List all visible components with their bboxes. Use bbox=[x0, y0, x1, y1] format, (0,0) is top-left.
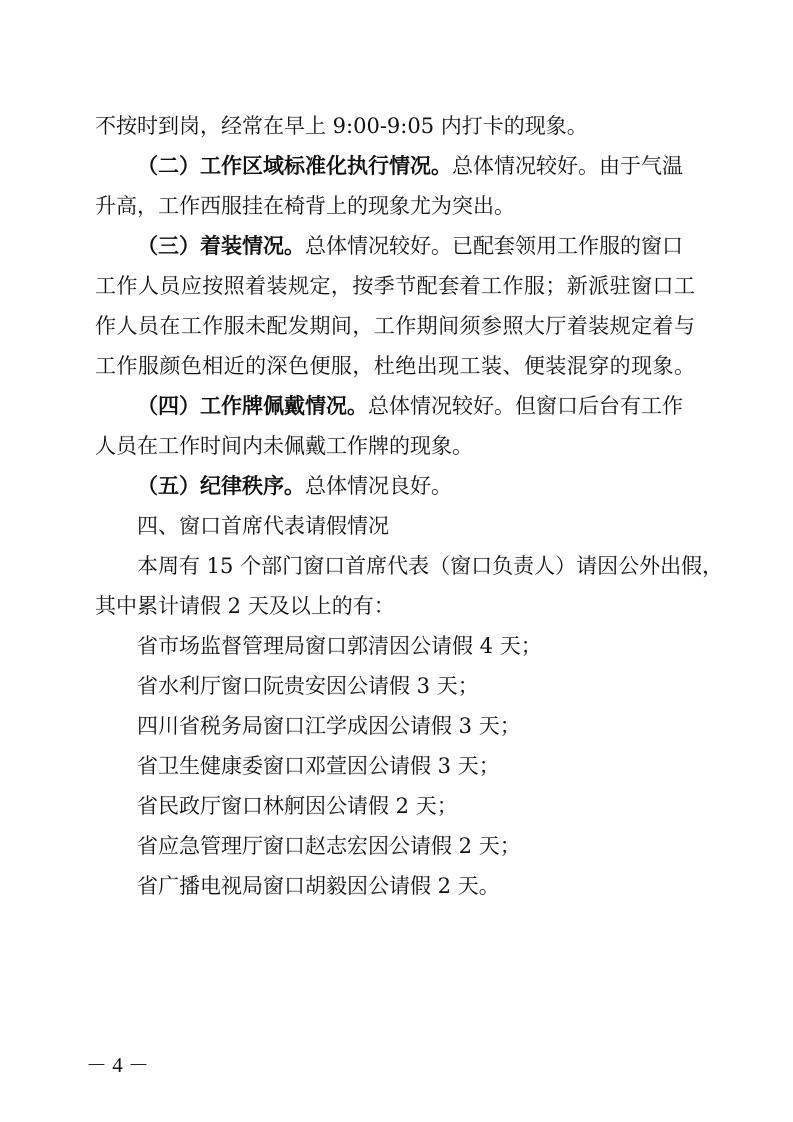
heading-4: 四、窗口首席代表请假情况 bbox=[137, 514, 389, 538]
section-4-title: （四）工作牌佩戴情况。 bbox=[137, 393, 368, 418]
section-3-title: （三）着装情况。 bbox=[137, 233, 305, 258]
leave-item: 省市场监督管理局窗口郭清因公请假 4 天； bbox=[137, 634, 542, 658]
paragraph-line bbox=[95, 273, 695, 299]
leave-item: 省广播电视局窗口胡毅因公请假 2 天。 bbox=[137, 874, 500, 898]
line-text: 作人员在工作服未配发期间，工作期间须参照大厅着装规定着与 bbox=[95, 314, 695, 338]
leave-item: 省应急管理厅窗口赵志宏因公请假 2 天； bbox=[137, 834, 521, 858]
leave-item: 四川省税务局窗口江学成因公请假 3 天； bbox=[137, 714, 521, 738]
line-text: 本周有 15 个部门窗口首席代表（窗口负责人）请因公外出假， bbox=[137, 554, 724, 578]
line-text: 工作人员应按照着装规定，按季节配套着工作服；新派驻窗口工 bbox=[95, 274, 695, 298]
line-text: 工作服颜色相近的深色便服，杜绝出现工装、便装混穿的现象。 bbox=[95, 354, 695, 378]
section-2-line bbox=[137, 153, 793, 179]
section-2-text: 总体情况较好。由于气温 bbox=[452, 154, 683, 178]
line-text: 不按时到岗，经常在早上 9:00-9:05 内打卡的现象。 bbox=[95, 114, 588, 138]
section-3-text: 总体情况较好。已配套领用工作服的窗口 bbox=[305, 234, 683, 258]
line-text: 人员在工作时间内未佩戴工作牌的现象。 bbox=[95, 434, 473, 458]
section-4-text: 总体情况较好。但窗口后台有工作 bbox=[368, 394, 683, 418]
section-4-line bbox=[137, 393, 793, 419]
section-5-line bbox=[137, 473, 793, 499]
paragraph-line bbox=[95, 313, 695, 339]
leave-item: 省水利厅窗口阮贵安因公请假 3 天； bbox=[137, 674, 479, 698]
paragraph-line bbox=[95, 113, 793, 139]
leave-item: 省民政厅窗口林舸因公请假 2 天； bbox=[137, 794, 458, 818]
line-text: 升高，工作西服挂在椅背上的现象尤为突出。 bbox=[95, 194, 515, 218]
section-3-line bbox=[137, 233, 793, 259]
line-text: 其中累计请假 2 天及以上的有： bbox=[95, 594, 395, 618]
paragraph-line bbox=[95, 433, 793, 459]
leave-item: 省卫生健康委窗口邓萱因公请假 3 天； bbox=[137, 754, 500, 778]
section-2-title: （二）工作区域标准化执行情况。 bbox=[137, 153, 452, 178]
section-5-text: 总体情况良好。 bbox=[305, 474, 452, 498]
page-number: － 4 － bbox=[86, 1053, 149, 1077]
paragraph-line bbox=[137, 553, 793, 579]
section-5-title: （五）纪律秩序。 bbox=[137, 473, 305, 498]
paragraph-line bbox=[95, 353, 695, 379]
paragraph-line bbox=[95, 593, 793, 619]
paragraph-line bbox=[95, 193, 793, 219]
